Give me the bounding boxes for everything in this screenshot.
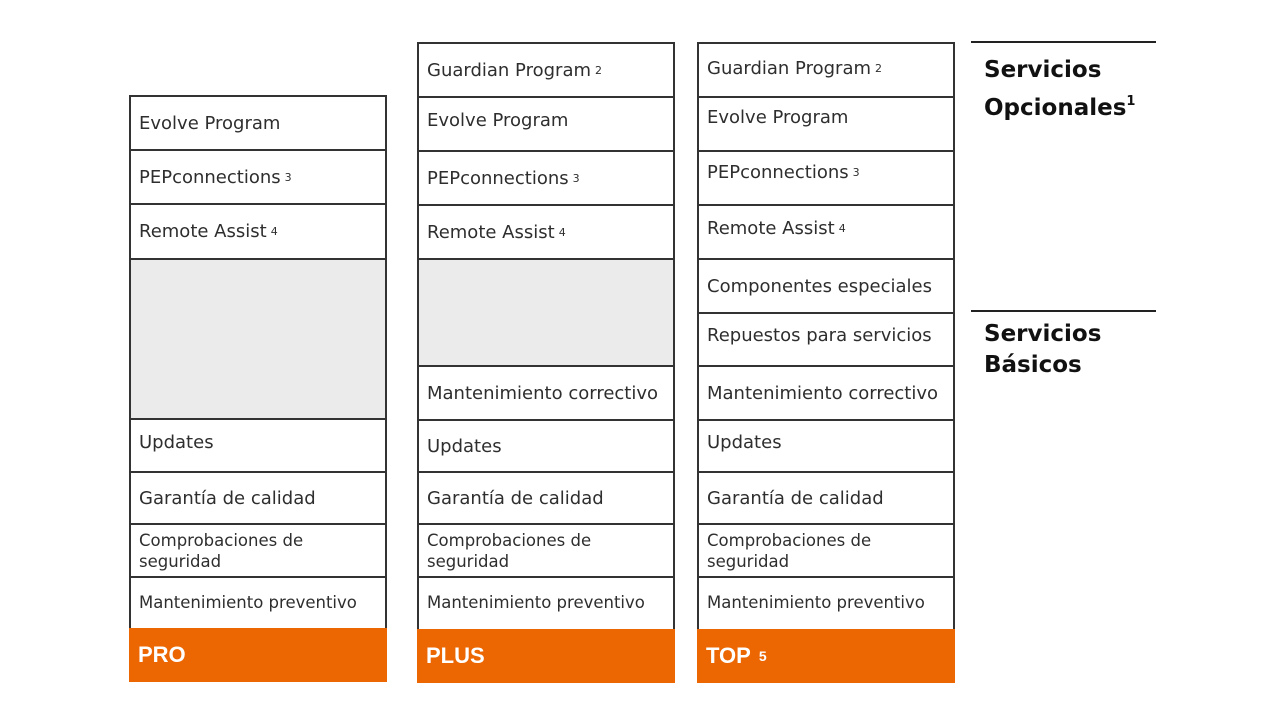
service-cell bbox=[417, 365, 675, 419]
footnote-marker: 3 bbox=[852, 166, 860, 179]
footnote-marker: 3 bbox=[572, 171, 580, 185]
tier-name: PLUS bbox=[426, 643, 485, 668]
service-label: Comprobaciones de seguridad bbox=[139, 531, 304, 571]
tier-label-pro bbox=[129, 628, 387, 682]
service-cell bbox=[129, 418, 387, 471]
service-cell bbox=[697, 471, 955, 523]
footnote-marker: 2 bbox=[875, 62, 883, 75]
service-label: Comprobaciones de seguridad bbox=[427, 531, 592, 571]
tier-label-top bbox=[697, 629, 955, 683]
footnote-marker: 5 bbox=[758, 648, 767, 664]
service-cell bbox=[417, 576, 675, 629]
service-cell bbox=[697, 365, 955, 419]
legend-optional-line2: Opcionales bbox=[984, 95, 1127, 121]
service-cell bbox=[129, 576, 387, 628]
service-label: Mantenimiento correctivo bbox=[707, 382, 939, 404]
service-cell bbox=[129, 523, 387, 576]
service-cell bbox=[697, 150, 955, 204]
service-cell bbox=[129, 471, 387, 523]
footnote-marker: 4 bbox=[558, 225, 566, 239]
service-label: Remote Assist bbox=[707, 218, 835, 239]
legend-optional-services bbox=[984, 55, 1135, 124]
legend-divider-basic bbox=[971, 310, 1156, 312]
service-label: Garantía de calidad bbox=[139, 487, 316, 509]
service-cell bbox=[697, 204, 955, 258]
service-label: PEPconnections bbox=[427, 167, 569, 189]
footnote-marker: 4 bbox=[270, 225, 278, 238]
service-cell bbox=[697, 42, 955, 96]
service-cell bbox=[417, 42, 675, 96]
service-label: Repuestos para servicios bbox=[707, 325, 932, 346]
service-cell bbox=[417, 523, 675, 576]
service-label: Componentes especiales bbox=[707, 275, 933, 297]
service-cell bbox=[417, 204, 675, 258]
service-cell bbox=[129, 149, 387, 203]
service-label: Garantía de calidad bbox=[427, 487, 604, 509]
service-label: Evolve Program bbox=[139, 112, 281, 134]
service-label: Remote Assist bbox=[427, 221, 555, 243]
footnote-marker: 1 bbox=[1126, 94, 1136, 109]
legend-basic-line1: Servicios bbox=[984, 321, 1102, 347]
service-label: Remote Assist bbox=[139, 221, 267, 242]
footnote-marker: 3 bbox=[284, 170, 292, 184]
service-label: PEPconnections bbox=[707, 162, 849, 183]
legend-basic-services bbox=[984, 319, 1101, 381]
service-cell bbox=[417, 96, 675, 150]
footnote-marker: 4 bbox=[838, 222, 846, 235]
service-cell bbox=[697, 576, 955, 629]
service-cell bbox=[417, 419, 675, 471]
service-label: Updates bbox=[139, 432, 214, 453]
service-label: Garantía de calidad bbox=[707, 487, 884, 509]
service-label: Evolve Program bbox=[707, 107, 849, 128]
service-label: Mantenimiento preventivo bbox=[707, 593, 925, 612]
legend-optional-line2-wrap bbox=[984, 86, 1135, 124]
service-label: Mantenimiento preventivo bbox=[139, 593, 357, 612]
empty-cell bbox=[129, 258, 387, 418]
service-cell bbox=[129, 203, 387, 258]
empty-cell bbox=[417, 258, 675, 365]
service-cell bbox=[697, 258, 955, 312]
service-label: Guardian Program bbox=[427, 59, 592, 81]
legend-divider-optional bbox=[971, 41, 1156, 43]
service-cell bbox=[697, 523, 955, 576]
service-label: Mantenimiento correctivo bbox=[427, 382, 659, 404]
tier-name: PRO bbox=[138, 642, 186, 667]
service-cell bbox=[697, 96, 955, 150]
legend-optional-line1: Servicios bbox=[984, 57, 1102, 83]
service-cell bbox=[129, 95, 387, 149]
service-label: Guardian Program bbox=[707, 58, 872, 79]
service-label: PEPconnections bbox=[139, 166, 281, 188]
service-cell bbox=[417, 471, 675, 523]
service-label: Evolve Program bbox=[427, 110, 569, 131]
service-cell bbox=[417, 150, 675, 204]
service-label: Updates bbox=[707, 432, 782, 453]
tier-name: TOP bbox=[706, 643, 751, 668]
service-label: Updates bbox=[427, 435, 502, 457]
service-label: Mantenimiento preventivo bbox=[427, 593, 645, 612]
service-cell bbox=[697, 419, 955, 471]
legend-basic-line2: Básicos bbox=[984, 352, 1082, 378]
service-cell bbox=[697, 312, 955, 365]
service-label: Comprobaciones de seguridad bbox=[707, 531, 872, 571]
tier-label-plus bbox=[417, 629, 675, 683]
footnote-marker: 2 bbox=[595, 63, 603, 77]
